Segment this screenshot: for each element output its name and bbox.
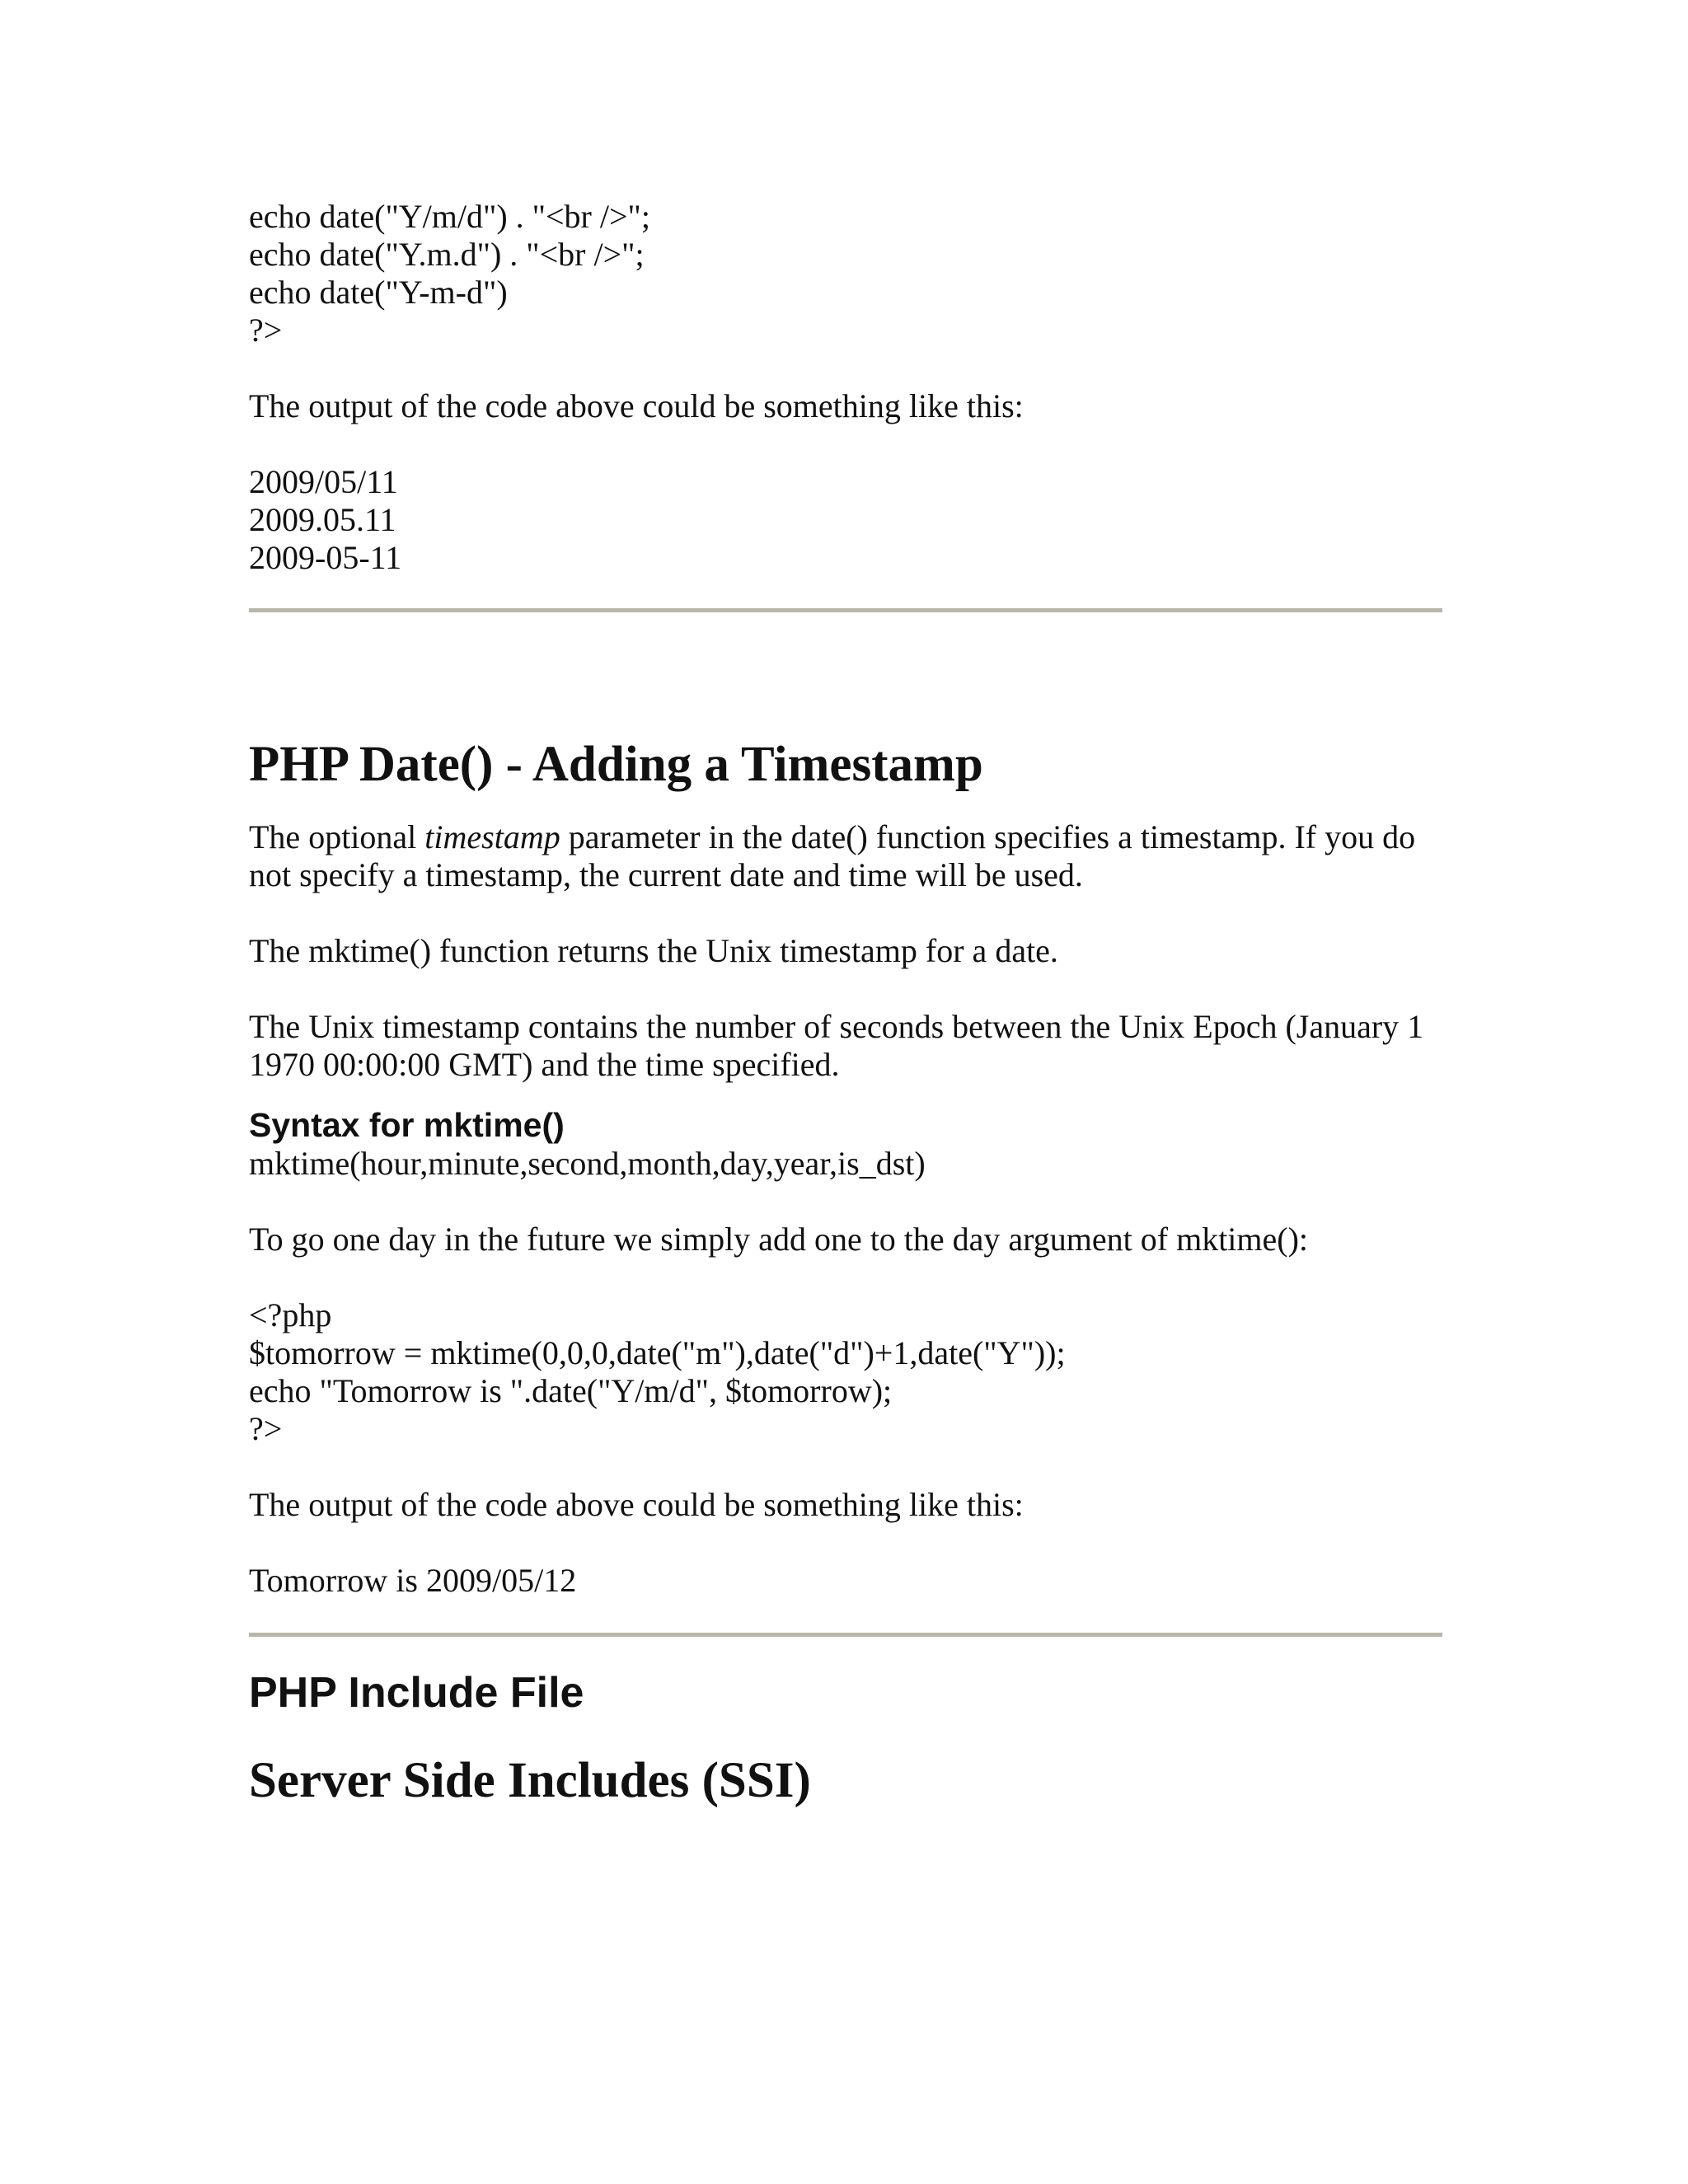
section-heading-include: PHP Include File: [249, 1669, 584, 1717]
mktime-description: The mktime() function returns the Unix timestamp for a date.: [249, 932, 1058, 969]
text-span: parameter in the date() function specifies a timestamp. If you do not specify a timestamp, the current date and time will be used.: [249, 818, 1416, 893]
output-line: 2009-05-11: [249, 539, 402, 576]
output-intro-text: The output of the code above could be something like this:: [249, 387, 1024, 424]
code-line: $tomorrow = mktime(0,0,0,date("m"),date("d")+1,date("Y"));: [249, 1334, 1066, 1371]
section-heading-ssi: Server Side Includes (SSI): [249, 1753, 811, 1808]
output-intro-text: The output of the code above could be something like this:: [249, 1486, 1024, 1523]
code-line: <?php: [249, 1296, 332, 1333]
unix-timestamp-description: The Unix timestamp contains the number of seconds between the Unix Epoch (January 1 1970 00:00:00 GMT) and the time specified.: [249, 1008, 1424, 1083]
syntax-line: mktime(hour,minute,second,month,day,year,is_dst): [249, 1145, 926, 1182]
output-block-dates: [249, 463, 1444, 577]
horizontal-rule: [249, 608, 1442, 612]
syntax-heading: Syntax for mktime(): [249, 1106, 565, 1144]
output-line-tomorrow: Tomorrow is 2009/05/12: [249, 1562, 577, 1599]
section-heading-timestamp: PHP Date() - Adding a Timestamp: [249, 737, 983, 792]
text-span: The optional: [249, 818, 425, 855]
code-line: ?>: [249, 312, 283, 349]
future-day-explanation: To go one day in the future we simply add one to the day argument of mktime():: [249, 1221, 1309, 1258]
code-line: echo date("Y/m/d") . "<br />";: [249, 198, 650, 235]
code-block-date-formats: [249, 198, 1444, 349]
emphasis-text: timestamp: [424, 818, 560, 855]
timestamp-paragraph: [249, 818, 1444, 894]
code-block-mktime: [249, 1296, 1444, 1448]
code-line: ?>: [249, 1410, 283, 1447]
output-line: 2009.05.11: [249, 501, 396, 538]
code-line: echo date("Y-m-d"): [249, 274, 508, 311]
output-line: 2009/05/11: [249, 463, 398, 500]
horizontal-rule: [249, 1633, 1442, 1637]
code-line: echo "Tomorrow is ".date("Y/m/d", $tomorrow);: [249, 1372, 893, 1409]
page-content: [249, 198, 1444, 1810]
code-line: echo date("Y.m.d") . "<br />";: [249, 236, 645, 273]
